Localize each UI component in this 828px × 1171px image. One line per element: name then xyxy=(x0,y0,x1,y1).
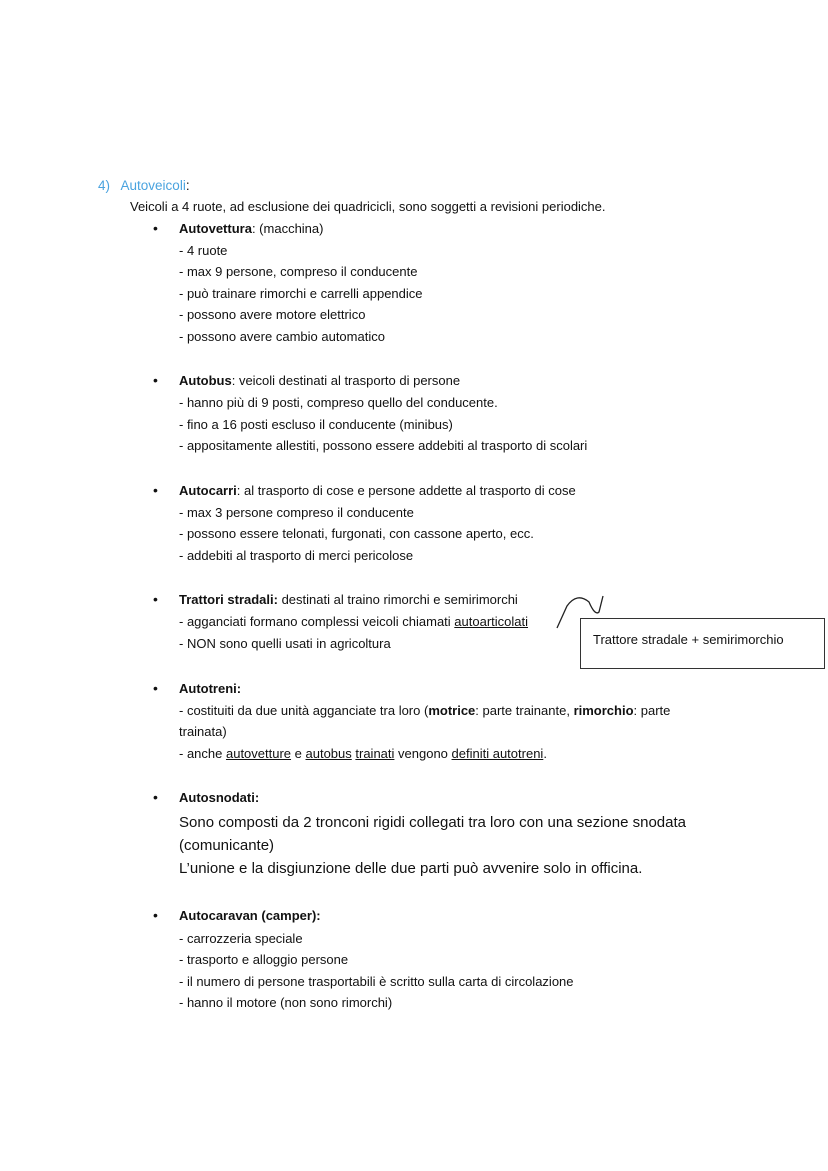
list-item-line xyxy=(179,703,670,719)
bold-term: Autosnodati: xyxy=(179,790,260,805)
text-segment: - max 9 persone, compreso il conducente xyxy=(179,264,418,279)
list-item-title xyxy=(179,908,321,924)
list-item-line xyxy=(179,952,348,968)
text-segment: . xyxy=(543,746,547,761)
text-segment: - il numero di persone trasportabili è scritto sulla carta di circolazione xyxy=(179,974,574,989)
list-item-title xyxy=(179,681,241,697)
text-segment: Sono composti da 2 tronconi rigidi collegati tra loro con una sezione snodata xyxy=(179,814,686,831)
text-segment: - possono essere telonati, furgonati, con cassone aperto, ecc. xyxy=(179,526,534,541)
list-item-line xyxy=(179,636,391,652)
text-segment: : (macchina) xyxy=(251,221,324,236)
text-segment: - addebiti al trasporto di merci pericolose xyxy=(179,548,414,563)
bullet-icon: • xyxy=(153,907,158,923)
callout-box: Trattore stradale + semirimorchio xyxy=(580,618,825,669)
bold-term: motrice xyxy=(428,703,476,718)
bullet-icon: • xyxy=(153,591,158,607)
list-item-line xyxy=(179,243,227,259)
text-segment: vengono xyxy=(394,746,452,761)
list-item-line xyxy=(179,859,642,878)
list-item-line xyxy=(179,395,498,411)
list-item-line xyxy=(179,614,528,630)
list-item-title xyxy=(179,483,576,499)
underlined-text: definiti autotreni xyxy=(451,746,544,761)
text-segment: - NON sono quelli usati in agricoltura xyxy=(179,636,391,651)
text-segment: - possono avere cambio automatico xyxy=(179,329,385,344)
section-heading xyxy=(98,178,190,194)
text-segment: e xyxy=(291,746,306,761)
bold-term: Autobus xyxy=(179,373,232,388)
list-item-line xyxy=(179,417,453,433)
list-item-line xyxy=(179,329,385,345)
text-segment: - carrozzeria speciale xyxy=(179,931,303,946)
heading-number: 4) xyxy=(98,178,111,193)
text-segment: destinati al traino rimorchi e semirimorchi xyxy=(277,592,518,607)
list-item-line xyxy=(179,307,365,323)
text-segment: : al trasporto di cose e persone addette al trasporto di cose xyxy=(236,483,576,498)
list-item-line xyxy=(179,724,227,740)
bold-term: Trattori stradali: xyxy=(179,592,278,607)
list-item-line xyxy=(179,548,413,564)
text-segment: - fino a 16 posti escluso il conducente (minibus) xyxy=(179,417,453,432)
list-item-line xyxy=(179,995,392,1011)
list-item-line xyxy=(179,746,547,762)
text-segment: - trasporto e alloggio persone xyxy=(179,952,349,967)
underlined-text: autovetture xyxy=(225,746,292,761)
underlined-text: autobus xyxy=(305,746,352,761)
bullet-icon: • xyxy=(153,220,158,236)
underlined-text: autoarticolati xyxy=(454,614,529,629)
text-segment: - 4 ruote xyxy=(179,243,228,258)
list-item-line xyxy=(179,264,417,280)
text-segment: - agganciati formano complessi veicoli chiamati xyxy=(179,614,455,629)
list-item-line xyxy=(179,438,587,454)
list-item-line xyxy=(179,931,303,947)
bold-term: Autovettura xyxy=(179,221,252,236)
bullet-icon: • xyxy=(153,372,158,388)
text-segment: : parte xyxy=(633,703,671,718)
text-segment: - anche xyxy=(179,746,226,761)
text-segment: - hanno il motore (non sono rimorchi) xyxy=(179,995,393,1010)
list-item-title xyxy=(179,373,460,389)
text-segment: : veicoli destinati al trasporto di persone xyxy=(231,373,461,388)
list-item-line xyxy=(179,505,414,521)
list-item-line xyxy=(179,813,686,832)
bold-term: rimorchio xyxy=(573,703,634,718)
text-segment: - max 3 persone compreso il conducente xyxy=(179,505,414,520)
text-segment: - possono avere motore elettrico xyxy=(179,307,366,322)
list-item-line xyxy=(179,286,423,302)
underlined-text: trainati xyxy=(355,746,395,761)
intro-text: Veicoli a 4 ruote, ad esclusione dei quadricicli, sono soggetti a revisioni periodiche. xyxy=(130,199,606,214)
heading-title: Autoveicoli xyxy=(120,178,186,193)
text-segment: - costituiti da due unità agganciate tra loro ( xyxy=(179,703,429,718)
text-segment: - può trainare rimorchi e carrelli appendice xyxy=(179,286,423,301)
list-item-title xyxy=(179,790,259,806)
bold-term: Autocaravan (camper): xyxy=(179,908,321,923)
list-item-title xyxy=(179,221,323,237)
list-item-line xyxy=(179,974,574,990)
bullet-icon: • xyxy=(153,789,158,805)
list-item-title xyxy=(179,592,518,608)
bullet-icon: • xyxy=(153,680,158,696)
heading-colon: : xyxy=(185,178,190,193)
bullet-icon: • xyxy=(153,482,158,498)
list-item-line xyxy=(179,836,274,855)
text-segment: - appositamente allestiti, possono essere addebiti al trasporto di scolari xyxy=(179,438,588,453)
text-segment: (comunicante) xyxy=(179,837,275,854)
text-segment: trainata) xyxy=(179,724,227,739)
text-segment: : parte trainante, xyxy=(475,703,574,718)
text-segment: - hanno più di 9 posti, compreso quello del conducente. xyxy=(179,395,498,410)
bold-term: Autotreni: xyxy=(179,681,242,696)
list-item-line xyxy=(179,526,534,542)
text-segment: L’unione e la disgiunzione delle due parti può avvenire solo in officina. xyxy=(179,860,643,877)
bold-term: Autocarri xyxy=(179,483,237,498)
